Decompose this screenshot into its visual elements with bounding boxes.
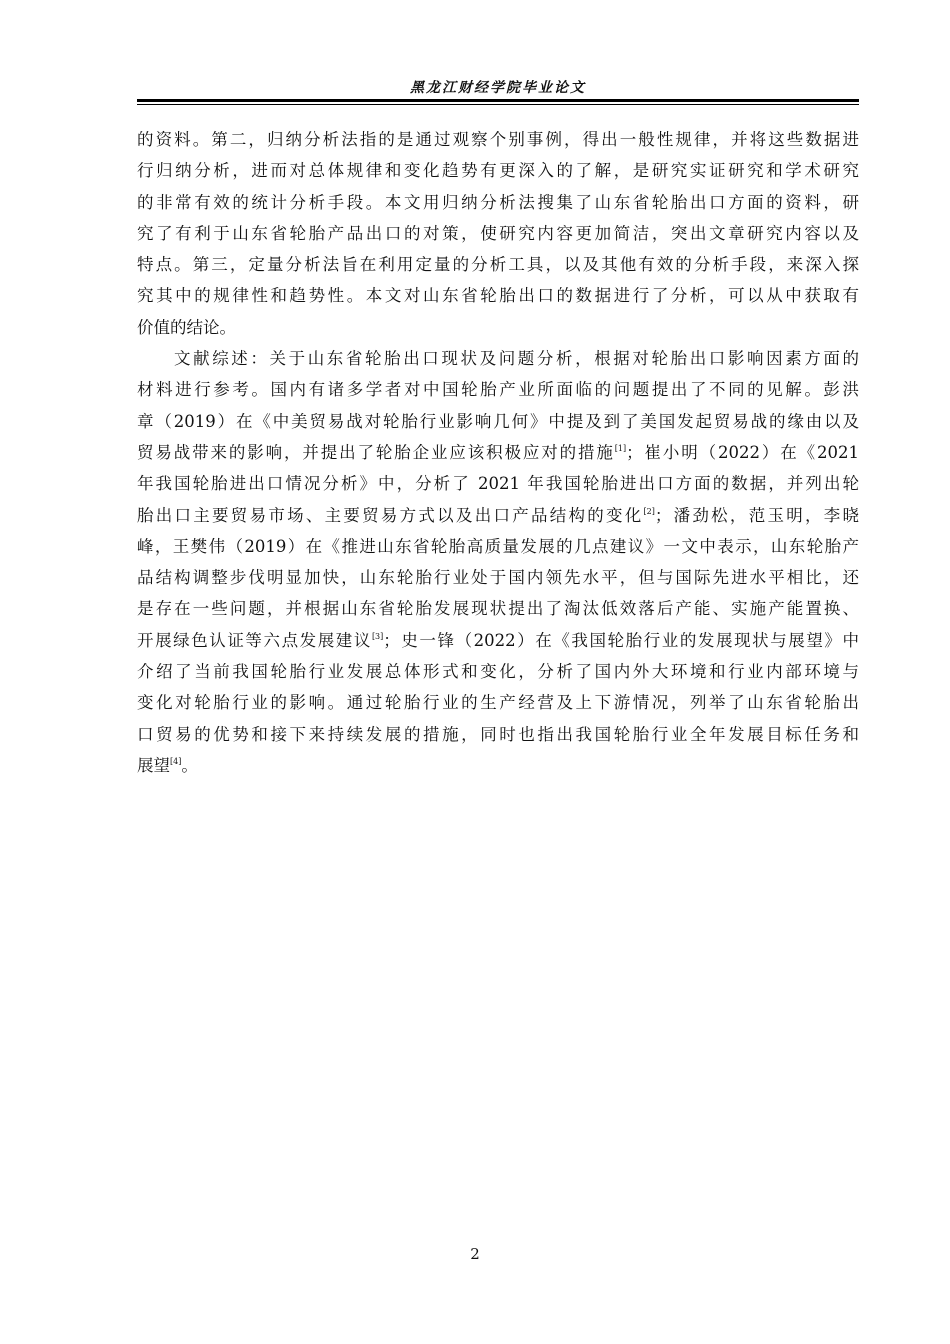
text-line: 峰，王樊伟（2019）在《推进山东省轮胎高质量发展的几点建议》一文中表示，山东轮胎产 <box>137 536 859 556</box>
text-line: 特点。第三，定量分析法旨在利用定量的分析工具，以及其他有效的分析手段，来深入探 <box>137 255 859 275</box>
header-rule-thick <box>137 99 859 102</box>
text-line: 品结构调整步伐明显加快，山东轮胎行业处于国内领先水平，但与国际先进水平相比，还 <box>137 568 859 588</box>
citation-ref: [3] <box>371 631 384 641</box>
page-number: 2 <box>470 1245 480 1263</box>
paragraph-literature-review <box>137 343 859 781</box>
line-text: ；史一锋（2022）在《我国轮胎行业的发展现状与展望》中 <box>383 630 859 650</box>
text-line: 材料进行参考。国内有诸多学者对中国轮胎产业所面临的问题提出了不同的见解。彭洪 <box>137 380 859 400</box>
text-line <box>137 750 859 781</box>
line-text: ；潘劲松，范玉明，李晓 <box>654 505 860 525</box>
citation-ref: [4] <box>170 756 182 766</box>
line-text: 胎出口主要贸易市场、主要贸易方式以及出口产品结构的变化 <box>137 505 644 525</box>
text-line: 的非常有效的统计分析手段。本文用归纳分析法搜集了山东省轮胎出口方面的资料，研 <box>137 192 859 212</box>
text-line: 变化对轮胎行业的影响。通过轮胎行业的生产经营及上下游情况，列举了山东省轮胎出 <box>137 693 859 713</box>
citation-ref: [2] <box>643 506 655 516</box>
line-text: ；崔小明（2022）在《2021 <box>626 442 860 462</box>
text-line <box>137 625 859 656</box>
text-line: 价值的结论。 <box>137 317 236 337</box>
text-line: 介绍了当前我国轮胎行业发展总体形式和变化，分析了国内外大环境和行业内部环境与 <box>137 662 859 682</box>
text-line: 是存在一些问题，并根据山东省轮胎发展现状提出了淘汰低效落后产能、实施产能置换、 <box>137 599 859 619</box>
text-line: 行归纳分析，进而对总体规律和变化趋势有更深入的了解，是研究实证研究和学术研究 <box>137 161 859 181</box>
text-line <box>137 500 859 531</box>
line-text: 。 <box>181 755 198 775</box>
text-line: 年我国轮胎进出口情况分析》中，分析了 2021 年我国轮胎进出口方面的数据，并列出轮 <box>137 474 859 494</box>
line-text: 展望 <box>137 755 170 775</box>
paragraph-methods <box>137 124 859 343</box>
text-line: 究其中的规律性和趋势性。本文对山东省轮胎出口的数据进行了分析，可以从中获取有 <box>137 286 859 306</box>
header-rule-thin <box>137 104 859 105</box>
text-line: 的资料。第二，归纳分析法指的是通过观察个别事例，得出一般性规律，并将这些数据进 <box>137 130 859 149</box>
text-line <box>137 437 859 468</box>
text-line: 口贸易的优势和接下来持续发展的措施，同时也指出我国轮胎行业全年发展目标任务和 <box>137 724 859 744</box>
text-line: 章（2019）在《中美贸易战对轮胎行业影响几何》中提及到了美国发起贸易战的缘由以及 <box>137 411 859 431</box>
line-text: 贸易战带来的影响，并提出了轮胎企业应该积极应对的措施 <box>137 442 615 462</box>
citation-ref: [1] <box>614 443 627 453</box>
text-line: 文献综述：关于山东省轮胎出口现状及问题分析，根据对轮胎出口影响因素方面的 <box>174 349 859 369</box>
page-header <box>137 78 859 104</box>
body-text <box>137 124 859 781</box>
line-text: 开展绿色认证等六点发展建议 <box>137 630 372 650</box>
header-title: 黑龙江财经学院毕业论文 <box>410 80 586 96</box>
text-line: 究了有利于山东省轮胎产品出口的对策，使研究内容更加简洁，突出文章研究内容以及 <box>137 223 859 243</box>
